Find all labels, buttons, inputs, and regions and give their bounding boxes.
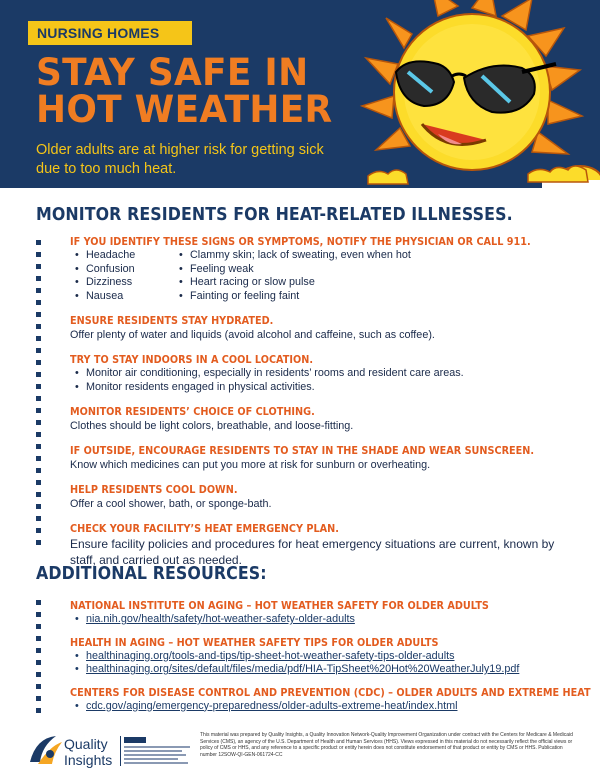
list-item: • Monitor residents engaged in physical activities. <box>70 381 570 395</box>
monitor-items <box>70 235 570 579</box>
resources-items <box>70 599 591 724</box>
hia-heading: HEALTH IN AGING – HOT WEATHER SAFETY TIPS FOR OLDER ADULTS <box>70 635 439 649</box>
list-item: • Monitor air conditioning, especially in residents’ rooms and resident care areas. <box>70 367 570 381</box>
title-line-2: HOT WEATHER <box>36 88 333 131</box>
hia-link-2[interactable]: • healthinaging.org/sites/default/files/media/pdf/HIA-TipSheet%20Hot%20WeatherJuly19.pdf <box>70 663 570 677</box>
outside-heading: IF OUTSIDE, ENCOURAGE RESIDENTS TO STAY IN THE SHADE AND WEAR SUNSCREEN. <box>70 444 535 457</box>
hydrated-text: Offer plenty of water and liquids (avoid alcohol and caffeine, such as coffee). <box>70 329 435 341</box>
title-line-1: STAY SAFE IN <box>36 51 309 94</box>
logo-word-2: Insights <box>64 752 113 768</box>
plan-block <box>70 522 570 568</box>
hia-block <box>70 636 570 677</box>
quality-insights-logo <box>28 732 198 768</box>
subtitle: Older adults are at higher risk for getting sick due to too much heat. <box>36 142 324 177</box>
monitor-section-heading: MONITOR RESIDENTS FOR HEAT-RELATED ILLNESSES. <box>36 204 513 225</box>
list-item: • Feeling weak <box>174 263 411 277</box>
section-dot-rule <box>36 600 42 720</box>
list-item: • Nausea <box>70 290 174 304</box>
indoors-list <box>70 367 570 394</box>
hydrated-heading: ENSURE RESIDENTS STAY HYDRATED. <box>70 314 274 327</box>
plan-heading: CHECK YOUR FACILITY’S HEAT EMERGENCY PLAN. <box>70 522 339 535</box>
indoors-heading: TRY TO STAY INDOORS IN A COOL LOCATION. <box>70 353 314 366</box>
clothing-heading: MONITOR RESIDENTS’ CHOICE OF CLOTHING. <box>70 405 315 418</box>
hydrated-block <box>70 314 570 342</box>
signs-columns <box>70 249 570 303</box>
list-item: • Confusion <box>70 263 174 277</box>
hia-links <box>70 650 570 677</box>
signs-heading: IF YOU IDENTIFY THESE SIGNS OR SYMPTOMS, NOTIFY THE PHYSICIAN OR CALL 911. <box>70 235 531 248</box>
nia-block <box>70 599 570 627</box>
signs-block <box>70 235 570 303</box>
cdc-heading: CENTERS FOR DISEASE CONTROL AND PREVENTION (CDC) – OLDER ADULTS AND EXTREME HEAT <box>70 685 591 699</box>
outside-text: Know which medicines can put you more at risk for sunburn or overheating. <box>70 459 431 471</box>
sun-mascot-icon <box>342 0 600 188</box>
cdc-link[interactable]: • cdc.gov/aging/emergency-preparedness/older-adults-extreme-heat/index.html <box>70 700 570 714</box>
nia-link[interactable]: • nia.nih.gov/health/safety/hot-weather-safety-older-adults <box>70 613 570 627</box>
list-item: • Dizziness <box>70 276 174 290</box>
cdc-links <box>70 700 570 714</box>
clothing-text: Clothes should be light colors, breathable, and loose-fitting. <box>70 420 354 432</box>
list-item: • Clammy skin; lack of sweating, even when hot <box>174 249 411 263</box>
category-tag: NURSING HOMES <box>28 21 192 45</box>
cool-text: Offer a cool shower, bath, or sponge-bath. <box>70 498 272 510</box>
plan-text: Ensure facility policies and procedures for heat emergency situations are current, known by staff, and carried out as needed. <box>70 537 555 567</box>
list-item: • Fainting or feeling faint <box>174 290 411 304</box>
cool-block <box>70 483 570 511</box>
disclaimer-text: This material was prepared by Quality Insights, a Quality Innovation Network-Quality Improvement Organization under contract with the Centers for Medicare & Medicaid Services (CMS), an agency of the U.S. Department of Health and Human Services (HHS). Views expressed in this material do not necessarily reflect the official views or policy of CMS or HHS, and any reference to a specific product or entity herein does not constitute endorsement of that product or entity by CMS or HHS. Publication number 12SOW-QI-GEN-061724-CC <box>200 732 573 758</box>
signs-list-2 <box>174 249 411 303</box>
indoors-block <box>70 353 570 394</box>
list-item: • Heart racing or slow pulse <box>174 276 411 290</box>
outside-block <box>70 444 570 472</box>
section-dot-rule <box>36 240 42 552</box>
nia-heading: NATIONAL INSTITUTE ON AGING – HOT WEATHER SAFETY FOR OLDER ADULTS <box>70 599 489 612</box>
resources-section-heading: ADDITIONAL RESOURCES: <box>36 563 267 584</box>
nia-links <box>70 613 570 627</box>
cool-heading: HELP RESIDENTS COOL DOWN. <box>70 483 238 496</box>
clothing-block <box>70 405 570 433</box>
hia-link-1[interactable]: • healthinaging.org/tools-and-tips/tip-sheet-hot-weather-safety-tips-older-adults <box>70 650 570 664</box>
footer <box>0 728 600 776</box>
signs-list-1 <box>70 249 174 303</box>
list-item: • Headache <box>70 249 174 263</box>
logo-word-1: Quality <box>64 736 108 752</box>
page-title <box>36 51 333 131</box>
cdc-block <box>70 685 591 714</box>
header-banner <box>0 0 600 188</box>
